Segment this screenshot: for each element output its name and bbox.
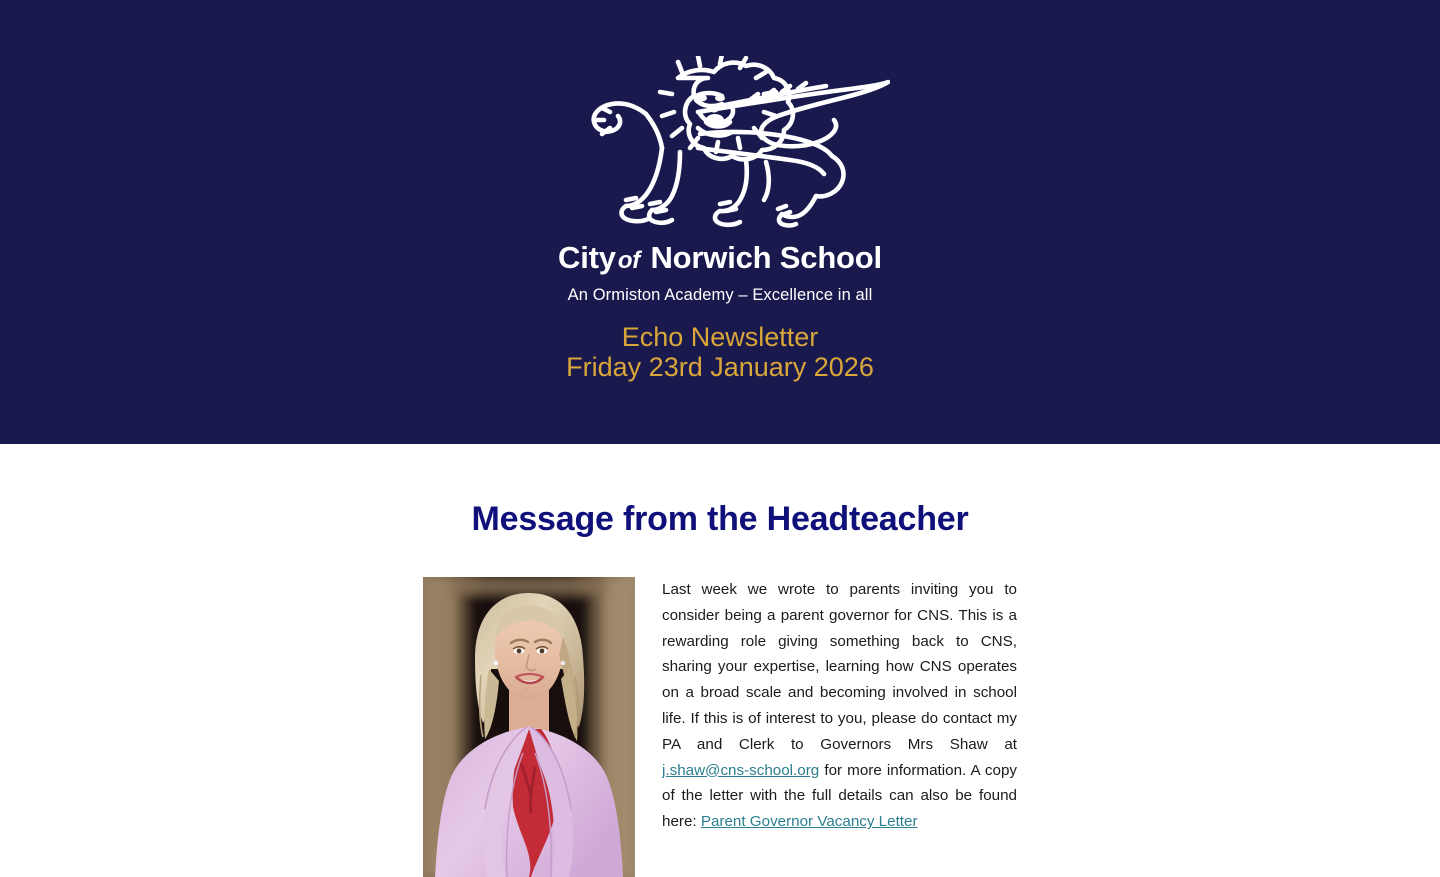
- school-name-part1: City: [558, 240, 616, 275]
- newsletter-name: Echo Newsletter: [621, 321, 819, 352]
- school-name: [558, 242, 882, 273]
- school-name-of: of: [617, 247, 641, 274]
- school-tagline: An Ormiston Academy – Excellence in all: [567, 286, 873, 304]
- newsletter-title: [566, 322, 874, 382]
- email-link[interactable]: j.shaw@cns-school.org: [662, 761, 820, 779]
- school-name-part2: Norwich School: [650, 240, 882, 275]
- page-title: Message from the Headteacher: [471, 500, 969, 538]
- headteacher-portrait: [423, 577, 635, 877]
- article-text-1: Last week we wrote to parents inviting you to consider being a parent governor for CNS. This is a rewarding role giving something back to CNS, sharing your expertise, learning how CNS operates on a broad scale and becoming involved in school life. If this is of interest to you, please do contact my PA and Clerk to Governors Mrs Shaw at: [662, 581, 1017, 753]
- headteacher-message-article: [423, 577, 1017, 835]
- heraldic-lion-icon: [550, 56, 890, 228]
- article-text-2: for more information. A copy of the letter with the full details can also be found here:: [662, 761, 1017, 831]
- newsletter-date: Friday 23rd January 2026: [566, 351, 874, 382]
- article-paragraph: [662, 577, 1017, 835]
- newsletter-body: [0, 444, 1440, 835]
- parent-governor-letter-link[interactable]: Parent Governor Vacancy Letter: [700, 813, 918, 831]
